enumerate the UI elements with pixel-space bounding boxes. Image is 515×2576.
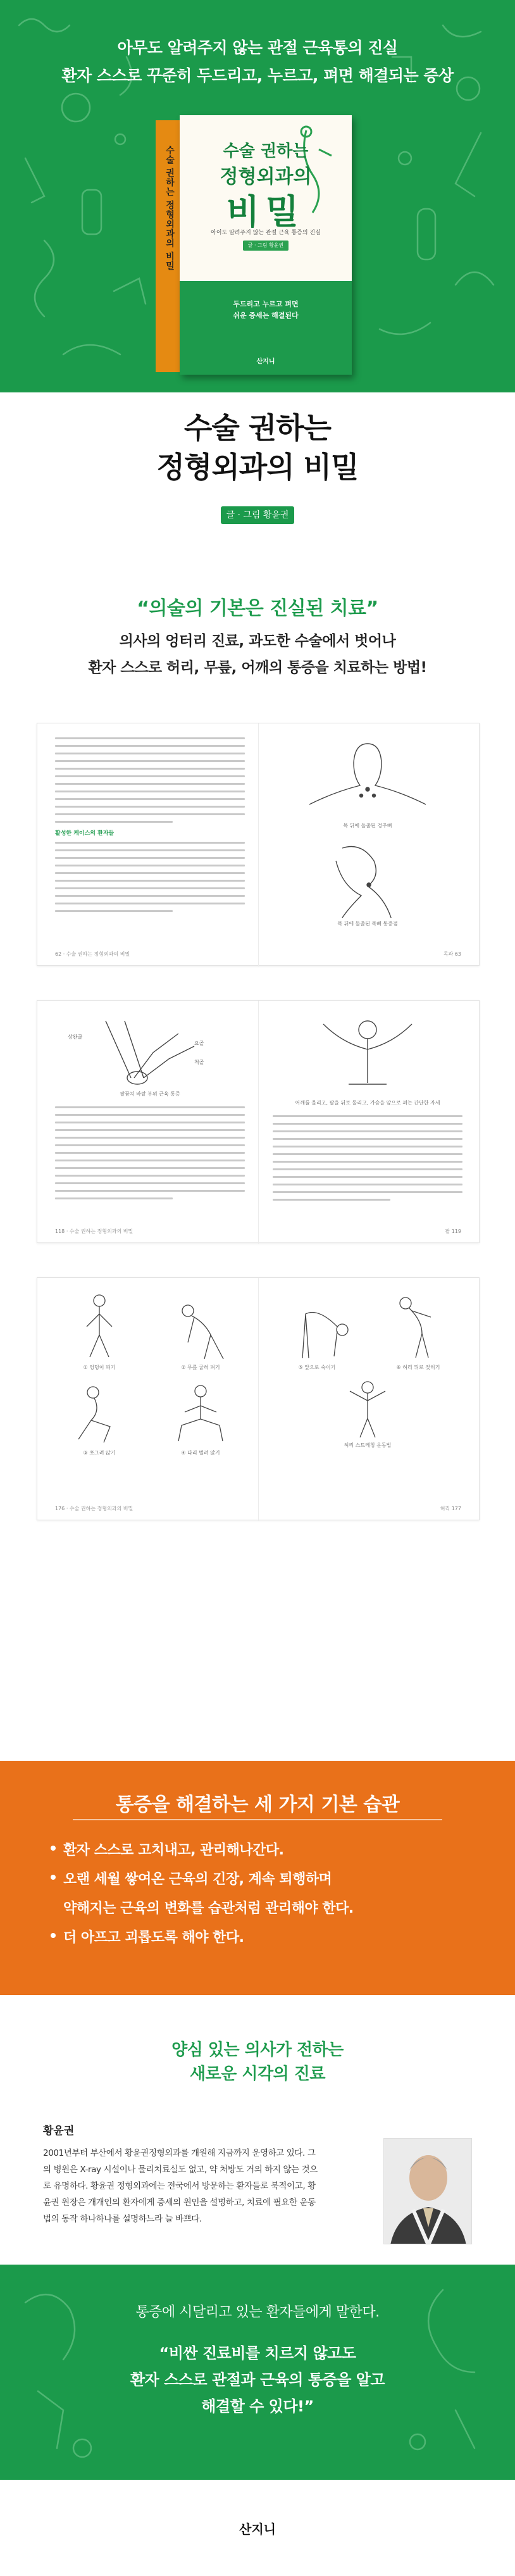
- closing-line-2: 환자 스스로 관절과 근육의 통증을 알고: [130, 2371, 385, 2389]
- neck-back-illustration: [273, 737, 462, 820]
- spread-1-footer-left: 62 · 수술 권하는 정형외과의 비밀: [55, 951, 130, 957]
- book-cover-publisher: 산지니: [256, 358, 275, 365]
- habit-item-2-text-b: 약해지는 근육의 변화를 습관처럼 관리해야 한다.: [63, 1901, 354, 1916]
- closing-section: [0, 2265, 515, 2480]
- spread-1-footer-right: 목과 63: [443, 951, 461, 957]
- habit-item-2-continued: [63, 1898, 354, 1917]
- habit-item-1-text: 환자 스스로 고치내고, 관리해나간다.: [63, 1842, 284, 1858]
- stretch-row-3: [273, 1292, 462, 1371]
- spread-1-caption-2: 목 뒤에 돌출된 목뼈 통증점: [337, 921, 398, 927]
- book-cover-title-1: 수술 권하는: [223, 142, 309, 161]
- stretch-caption-7: 허리 스트레칭 운동법: [344, 1442, 392, 1448]
- doctor-bio-line-1: 2001년부터 부산에서 황윤권정형외과를 개원해 지금까지 운영하고 있다. 그: [43, 2148, 316, 2158]
- neck-bend-illustration: [273, 835, 462, 918]
- book-spread-1: [37, 723, 480, 966]
- habit-item-3-text: 더 아프고 괴롭도록 해야 한다.: [63, 1930, 244, 1946]
- shoulder-stretch-illustration: [273, 1015, 462, 1097]
- closing-line-1: “비싼 진료비를 치르지 않고도: [159, 2344, 356, 2362]
- doctor-portrait-illustration: [384, 2139, 472, 2244]
- stretch-caption-5: ⑤ 앞으로 숙이기: [298, 1365, 336, 1370]
- elbow-label-humerus: 상완골: [68, 1034, 83, 1040]
- stretch-caption-4: ④ 다리 벌려 앉기: [181, 1450, 220, 1456]
- hero-tagline-1: 아무도 알려주지 않는 관절 근육통의 진실: [117, 39, 398, 57]
- spread-2-left-page: [55, 1015, 245, 1205]
- bullet-icon: [51, 1933, 56, 1938]
- book-spread-3: [37, 1277, 480, 1520]
- habit-item-3: [63, 1927, 244, 1946]
- habit-item-1: [63, 1839, 283, 1859]
- habit-item-2-text-a: 오랜 세월 쌓여온 근육의 긴장, 계속 퇴행하며: [63, 1872, 332, 1887]
- spread-2-footer-left: 118 · 수술 권하는 정형외과의 비밀: [55, 1229, 133, 1234]
- elbow-illustration: [55, 1015, 245, 1091]
- stretch-row-2: [55, 1377, 245, 1456]
- doctor-name: 황윤권: [43, 2125, 75, 2137]
- book-cover-band-text-1: 두드리고 누르고 펴면: [233, 300, 299, 308]
- spread-gutter: [258, 1278, 259, 1521]
- book-cover-title-2: 정형외과의: [220, 166, 312, 188]
- book-spine: [156, 120, 181, 372]
- hero-section: [0, 0, 515, 582]
- book-spine-title: 수술 권하는 정형외과의 비밀: [164, 146, 175, 271]
- stretch-caption-1: ① 엉덩이 펴기: [83, 1365, 116, 1370]
- bullet-icon: [51, 1846, 56, 1851]
- doctor-bio-line-2: 의 병원은 X-ray 시설이나 물리치료실도 없고, 약 처방도 거의 하지 않는 것으: [43, 2165, 318, 2175]
- stretch-figure-2: [156, 1292, 245, 1361]
- stretch-summary: [273, 1379, 462, 1449]
- spread-gutter: [258, 1001, 259, 1244]
- quote-line-2: 환자 스스로 허리, 무릎, 어깨의 통증을 치료하는 방법!: [88, 660, 427, 676]
- stretch-figure-7: [317, 1379, 418, 1439]
- stretch-caption-2: ② 무릎 굽혀 펴기: [181, 1365, 220, 1370]
- doctor-bio-line-5: 법의 동작 하나하나를 설명하느라 늘 바쁘다.: [43, 2214, 202, 2224]
- elbow-label-ulna: 척골: [194, 1060, 204, 1065]
- quote-headline: “의술의 기본은 진실된 치료”: [137, 597, 378, 620]
- closing-line-3: 해결할 수 있다!”: [201, 2398, 314, 2415]
- spread-2-footer-right: 팔 119: [445, 1229, 461, 1234]
- spread-1-caption-1: 목 뒤에 돌출된 경추뼈: [343, 823, 392, 828]
- spread-gutter: [258, 723, 259, 966]
- stretch-caption-3: ③ 쪼그려 앉기: [83, 1450, 116, 1456]
- spread-3-footer-right: 허리 177: [440, 1506, 461, 1511]
- book-title-line-2: 정형외과의 비밀: [156, 450, 359, 484]
- book-cover-subtitle: 아이도 알려주지 않는 관절 근육 통증의 진실: [211, 230, 321, 236]
- stretch-figure-6: [374, 1292, 462, 1361]
- spread-2-right-page: [273, 1015, 462, 1206]
- spread-2-caption-1: 팔꿈치 바깥 부위 근육 통증: [120, 1091, 180, 1097]
- elbow-diagram: [55, 1015, 245, 1091]
- stretch-figure-1: [55, 1292, 144, 1361]
- book-cover-band-text-2: 쉬운 증세는 해결된다: [233, 311, 299, 320]
- doctor-photo: [383, 2138, 472, 2244]
- doctor-bio-line-4: 윤권 원장은 개개인의 환자에게 증세의 원인을 설명하고, 치료에 필요한 운동: [43, 2198, 316, 2208]
- hero-tagline-2: 환자 스스로 꾸준히 두드리고, 누르고, 펴면 해결되는 증상: [61, 66, 454, 85]
- doctor-section-title-2: 새로운 시각의 진료: [189, 2065, 326, 2084]
- habits-section: [0, 1761, 515, 1995]
- doctor-bio-line-3: 로 유명하다. 황윤권 정형외과에는 전국에서 방문하는 환자들로 북적이고, 황: [43, 2181, 316, 2191]
- stretch-figure-4: [156, 1377, 245, 1447]
- stretch-figure-3: [55, 1377, 144, 1447]
- book-cover-image: [156, 115, 352, 375]
- stretch-figure-5: [273, 1292, 361, 1361]
- stretch-row-1: [55, 1292, 245, 1371]
- book-cover-author: 글 · 그림 황윤권: [243, 241, 289, 251]
- stretch-caption-6: ⑥ 허리 뒤로 젖히기: [396, 1365, 440, 1370]
- spread-3-footer-left: 176 · 수술 권하는 정형외과의 비밀: [55, 1506, 133, 1511]
- spread-1-right-page: [273, 737, 462, 927]
- spread-1-left-page: [55, 737, 245, 918]
- book-title-line-1: 수술 권하는: [183, 411, 332, 445]
- book-front-cover: [180, 115, 352, 375]
- spread-3-left-page: [55, 1292, 245, 1456]
- bullet-icon: [51, 1875, 56, 1880]
- habit-item-2: [63, 1868, 332, 1888]
- spread-2-caption-2: 어깨를 올리고, 팔을 뒤로 돌리고, 가슴을 앞으로 펴는 간단한 자세: [295, 1100, 440, 1106]
- publisher-logo: 산지니: [239, 2522, 276, 2537]
- spread-3-right-page: [273, 1292, 462, 1449]
- book-cover-title-3: 비밀: [226, 192, 306, 232]
- book-spread-2: [37, 1000, 480, 1243]
- quote-line-1: 의사의 엉터리 진료, 과도한 수술에서 벗어나: [119, 633, 396, 649]
- elbow-label-radius: 요골: [194, 1041, 204, 1046]
- habits-divider: [73, 1819, 442, 1820]
- doctor-section-title-1: 양심 있는 의사가 전하는: [171, 2041, 344, 2060]
- spread-1-subhead: 활성한 케이스의 환자들: [55, 830, 115, 837]
- author-badge: 글 · 그림 황윤권: [221, 506, 294, 524]
- habits-title: 통증을 해결하는 세 가지 기본 습관: [115, 1794, 400, 1816]
- closing-lead: 통증에 시달리고 있는 환자들에게 말한다.: [135, 2304, 380, 2320]
